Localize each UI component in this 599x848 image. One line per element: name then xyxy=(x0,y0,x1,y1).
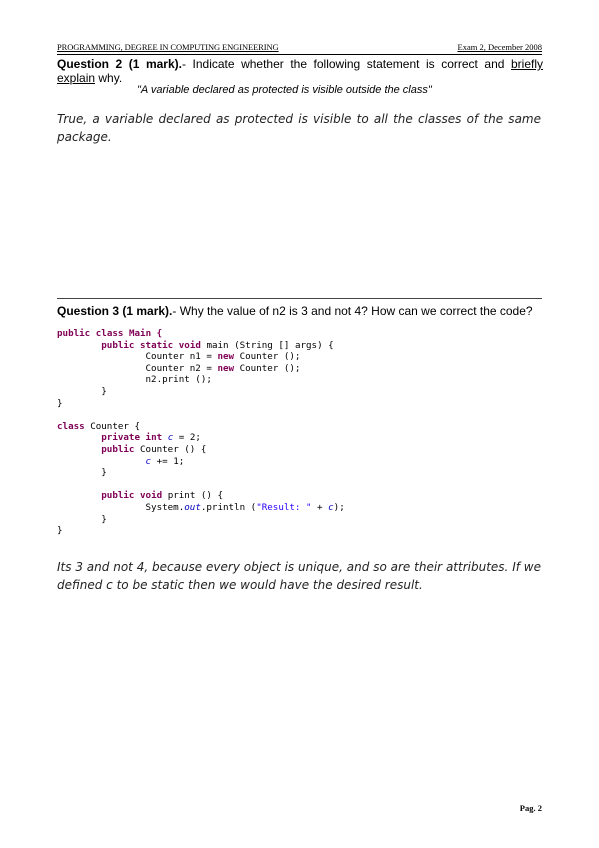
underlined-explain: explain xyxy=(57,71,96,85)
code-block: public class Main { public static void main (String [] args) { Counter n1 = new Counter (); Counter n2 = new Counter (); n2.print (); } } class Counter { private int c = 2; public Counter () { c += 1; } public void print () { System.out.println ("Result: " + c); } } xyxy=(57,328,345,537)
question-3-title: Question 3 (1 mark). xyxy=(57,304,173,318)
question-2-title: Question 2 (1 mark). xyxy=(57,57,182,71)
question-2-statement: "A variable declared as protected is visible outside the class" xyxy=(137,84,432,96)
question-2: Question 2 (1 mark).- Indicate whether the following statement is correct and briefly explain why. xyxy=(57,57,543,85)
page-header xyxy=(57,42,542,55)
question-2-answer: True, a variable declared as protected is visible to all the classes of the same package. xyxy=(57,112,541,144)
course-title: PROGRAMMING, DEGREE IN COMPUTING ENGINEERING xyxy=(57,42,279,52)
question-3-answer: Its 3 and not 4, because every object is unique, and so are their attributes. If we defined c to be static then we would have the desired result. xyxy=(57,560,541,592)
underlined-briefly: briefly xyxy=(510,57,543,71)
exam-date: Exam 2, December 2008 xyxy=(457,42,542,52)
question-2-text: - Indicate whether the following statement is correct and xyxy=(181,57,511,71)
page-number: Pag. 2 xyxy=(519,803,542,813)
section-divider xyxy=(57,298,542,299)
question-3 xyxy=(57,304,533,318)
question-3-text: - Why the value of n2 is 3 and not 4? How can we correct the code? xyxy=(172,304,533,318)
